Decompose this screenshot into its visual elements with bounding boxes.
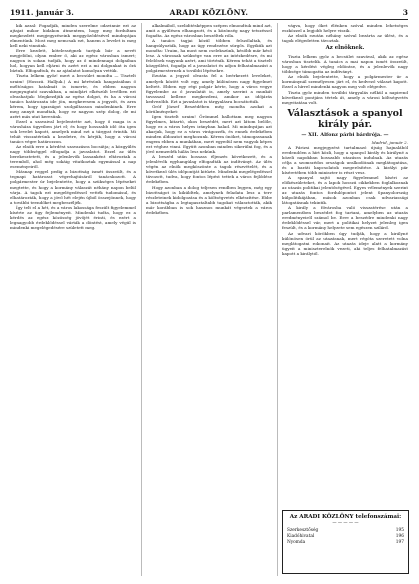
telephone-number: 196 (395, 534, 404, 539)
telephone-box (282, 510, 409, 574)
paragraph: Az elnök bejelentette, hogy a polgármester úr a kormánynál személyesen járt el, és kedvező választ kapott. Ezzel a hírrel mindenki nagyon meg volt elégedve. (282, 74, 408, 90)
paragraph: A beszéd után hosszas éljenzés következett, és a jelenlévők egyhangúlag elfogadták az indítványt. Az ülés végén az elnök megköszönte a tagok részvételét, és a következő ülés időpontját kitűzte. Mindenki megelégedéssel távozott, tudva, hogy fontos lépést tettek a város fejlődése érdekében. (146, 154, 272, 185)
telephone-label: Szerkesztőség (287, 528, 319, 533)
paragraph: A király a fővárosba való visszatérése után a parlamentben beszédet fog tartani, amelyben az utazás eredményeiről számol be. Erre a beszédre mindenki nagy érdeklődéssel vár, mert a politikai helyzet jelenleg igen feszült, és a kormány helyzete sem egészen szilárd. (282, 205, 408, 231)
telephone-label: Kiadóhivatal (287, 534, 315, 539)
page-number: 3 (402, 8, 408, 17)
paragraph: Így telt el a hét, és a város lakossága feszült figyelemmel kísérte az ügy fejleményeit. Mindenki tudta, hogy ez a kérdés az egész közösség jövőjét érinti, és ezért a legnagyobb érdeklődéssel várták a döntést, amely végül is mindenki megelégedésére született meg. (10, 204, 136, 230)
paragraph: vágva, hogy őket élénken szóval minden lehetséges eszközzel a legjobb helyre viszik. (282, 23, 408, 34)
paragraph: A spanyol sajtó nagy figyelemmel kíséri az előkészületeket, és a lapok hosszú cikkekben foglalkoznak az utazás politikai jelentőségével. Egyes vélemények szerint az utazás fontos fordulópontot jelent Spanyolország külpolitikájában, mások azonban csak udvariassági látogatásnak tekintik. (282, 174, 408, 206)
paragraph: Tiszta lelkem győz a becsület szavával, akik az egész városban tisztelik. A tanács a mai napon ismét összeült, hogy a kérdést végleg eldöntse, és a jelenlevők nagy többsége támogatta az indítványt. (282, 54, 408, 75)
column-2 (146, 23, 272, 576)
paragraph: Hogy azonban a dolog teljesen rendben legyen, még egy bizottságot is kiküldtek, amelynek feladata lesz a terv részleteinek kidolgozása és a költségvetés elkészítése. Ebbe a bizottságba a legtapasztaltabb tagokat választották, akik már korábban is sok hasznos munkát végeztek a város érdekében. (146, 184, 272, 215)
paragraph: Igen tisztelt uraim! Örömmel ballottam meg nagyon figyelmes, kitartó, okos beszédét, mert azt látom belőle, hogy ez a város helyes irányban halad. Mi mindnyájan azt akarjuk, hogy ez a város virágozzék, és ennek érdekében minden áldozatot meghozunk. Kérem önöket, támogassanak engem ebben a munkában, mert egyedül nem vagyok képes ezt véghez vinni. Együtt azonban minden sikerülni fog, és a jövő nemzedék hálás lesz nekünk. (146, 113, 272, 155)
column-3 (282, 23, 408, 508)
paragraph: Másnap reggel pedig a bizottság ismét összeült, és a tegnapi határozat végrehajtásáról tanácskozott. A polgármester úr bejelentette, hogy a szükséges lépéseket megtette, és hogy a kormány válaszát néhány napon belül várja. A tagok ezt megelégedéssel vették tudomásul, és elhatározták, hogy a jövő hét elején újból összejönnek, hogy a további teendőket megbeszéljék. (10, 169, 136, 205)
paragraph: alkalmából, szeliditésképpen szépen elmondtuk mind azt, amit a gyűlésen elhangzott, és a közönség nagy tetszéssel fogadta. Az egész városban beszéltek róla. (146, 23, 272, 39)
telephone-box-title: Az ARADI KÖZLÖNY telefonszámai: (289, 514, 402, 520)
paragraph: Az elnök erre a kérdést szavazásra bocsátja; a közgyűlés nagy többséggel elfogadja a javaslatot. Ezzel az ülés berekesztetett, és a jelenlevők lassanként eltávoztak a teremből, ahol még sokáig vitatkoztak egymással a nap eseményeiről. (10, 144, 136, 170)
paragraph: Ezután a jegyző olvasta fel a beérkezett leveleket, amelyek között volt egy, amely különösen nagy figyelmet keltett. Ebben egy régi polgár kérte, hogy a város vegye figyelembe az ő javaslatát is, amely szerint a munkát tavasszal kellene megkezdeni, amikor az időjárás kedvezőbb. Ezt a javaslatot is tárgyalásra bocsátották. (146, 73, 272, 104)
header-rule (10, 19, 408, 20)
dateline: Madrid, január 2. (371, 139, 408, 145)
telephone-label: Nyomda (287, 540, 306, 545)
paragraph: A tanács tagjai közül többen felszólaltak, és hangsúlyozták, hogy az ügy rendezése sürgős. Egyikük azt mondta: Uraim, ha most nem cselekszünk, később már késő lesz. A városnak szüksége van erre az intézkedésre, és mi felelősek vagyunk azért, ami történik. Kérem tehát a tisztelt közgyűlést, fogadja el a javaslatot és adjon felhatalmazást a polgármesternek a további lépésekre. (146, 38, 272, 74)
paragraph: kik azzal: Fogadják, minden szerelme odavinnie ezt az ajtajat mikor hidakon átmentem, hogy meg fordultam megkezdett megjegyzéseink meggyőződésével mindnyájan elmentünk. Most meg nemcsak ezt, hanem a levelet is meg kell neki vinnünk. (10, 23, 136, 49)
column-divider (277, 23, 278, 576)
column-1 (10, 23, 136, 576)
column-divider (141, 23, 142, 576)
page-header (10, 6, 408, 20)
paragraph: Az udvari körökben úgy tudják, hogy a királyné különösen örül az utazásnak, mert régóta szeretett volna meglátogatni rokonait. Az utazás ideje alatt a kormány ügyeit a miniszterelnök vezeti, aki teljes felhatalmazást kapott a királytól. (282, 230, 408, 256)
paragraph: Ezzel a szavaival bejelentette azt, hogy ő maga is a városháza ügyeiben járt el; és hogy hosszabb idő óta igen sok levelet kapott, amelyek mind ezt a tárgyat érintik. Mi tehát visszatérünk a kezdetre, és kérjük, hogy a városi tanács végre határozzon. (10, 118, 136, 145)
newspaper-title: ARADI KÖZLÖNY. (169, 8, 249, 17)
telephone-box-divider: — — — — — (332, 520, 359, 525)
section-heading: Az elnöknek. (325, 45, 365, 52)
newspaper-page (10, 6, 408, 578)
paragraph: Az elnök ezután néhány szóval bezárta az ülést, és a tagok elégedetten távoztak. (282, 33, 408, 44)
paragraph: A Párizsi megjegyzést tartalmazó újság hajnalából eredendően a hírt közli, hogy a spanyol király és királyné a közeli napokban hosszabb utazásra indulnak. Az utazás célja a szomszédos országok uralkodóinak meglátogatása, és a baráti kapcsolatok megerősítése. A királyi pár kíséretében több miniszter is részt vesz. (282, 144, 408, 175)
telephone-number: 195 (395, 528, 404, 533)
telephone-number: 197 (395, 540, 404, 545)
article-subheadline: — XII. Alfonz párbi bárdrója. — (301, 131, 389, 138)
paragraph: Tiszta lelkem győz! mert a becsület mondta — Tisztelt uraim! (Hosszú. Halljuk.) A mi kérésünk hangzásában ő méltóságos hatalmát is ismerte, és ebben nagyon megnyugtató szavakban, a mindjárt elkészült levélben ezt olvashatjuk: Megkezdjük az egész dolgot, és ha a városi tanács határozata ide jön, megkeresem a jegyzőt, és arra kérem, hogy igazságot szolgáltasson mindenkinek. Erre meg annyit mondtak, hogy ez nagyon szép dolog, de mi azért más utat keresünk. (10, 73, 136, 119)
paragraph: Erre kezdett, kötelességnek tartjuk bár a nevét megjelölni, olyan ember ő, aki az egész városban ismert; nagyon is sokan tudják, hogy az ő mindennapi dolgaiban hol, hogyan kell eljárni és azért ezt a mi dolgunkat is őrá bíztuk. Elfogadtuk, és az ajánlatot komolyan vettük. (10, 48, 136, 74)
paragraph: Tiszta győz minden további tárgyalás nélkül a napirend következő pontjára tértek át, amely a városi költségvetés megvitatása volt. (282, 89, 408, 105)
telephone-row (283, 540, 408, 546)
article-headline: Választások a spanyol király pár. (287, 107, 403, 130)
paragraph: Gróf József Beszédében még mondta azokat a körülményeket: (146, 103, 272, 114)
header-date: 1911. január 3. (10, 8, 74, 17)
